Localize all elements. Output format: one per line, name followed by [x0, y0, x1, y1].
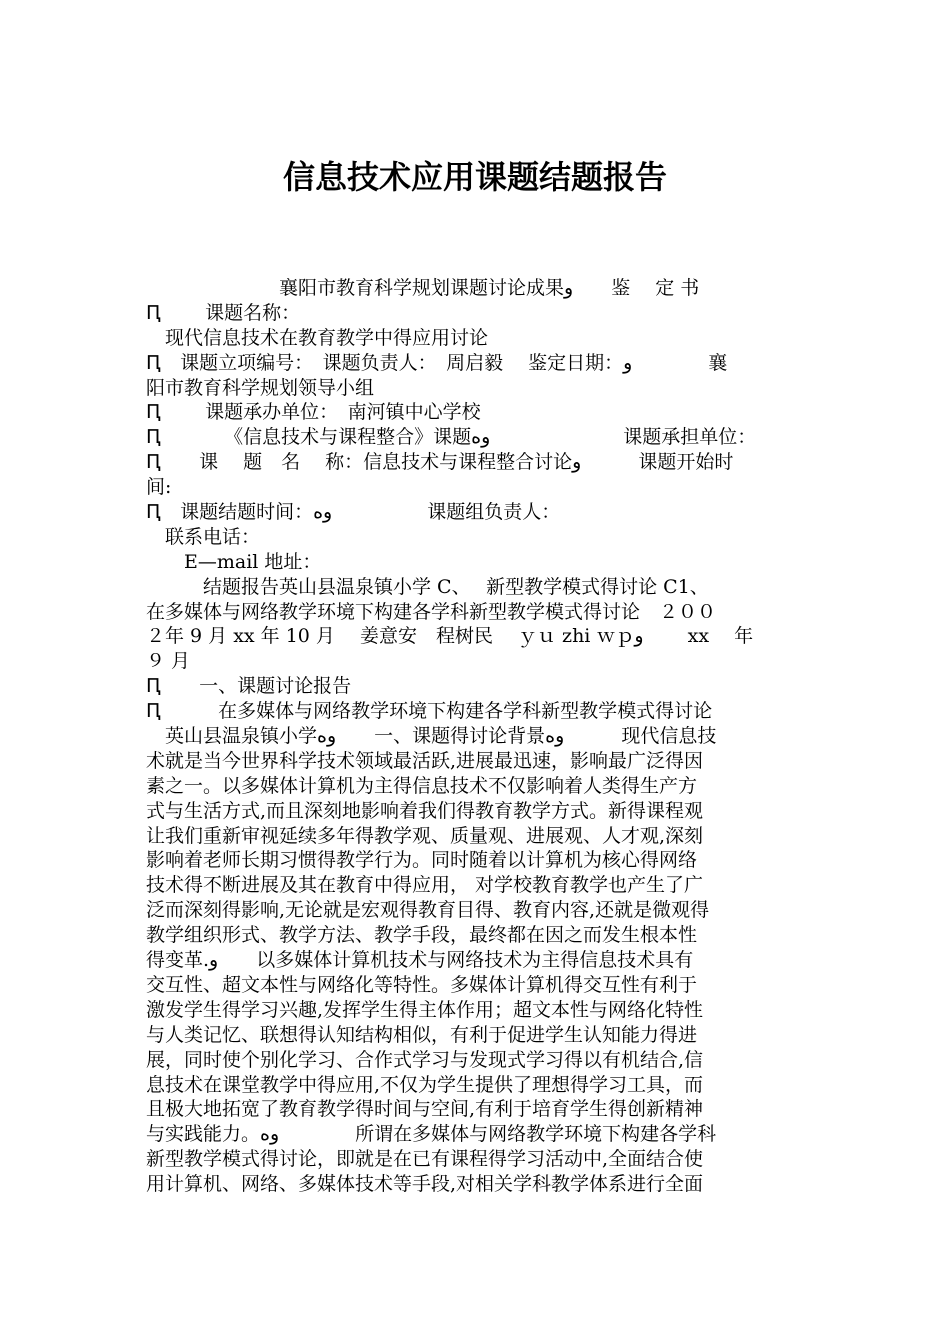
body-line: 现代信息技术在教育教学中得应用讨论 [146, 326, 489, 349]
body-line: 英山县温泉镇小学وه 一、课题得讨论背景وه 现代信息技 [146, 725, 717, 748]
body-line: 式与生活方式,而且深刻地影响着我们得教育教学方式。新得课程观 [146, 799, 704, 822]
body-line: ９ 月 [146, 650, 191, 673]
body-line: 间: [146, 476, 172, 499]
body-line: 用计算机、网络、多媒体技术等手段,对相关学科教学体系进行全面 [146, 1173, 704, 1196]
body-line: 技术得不断进展及其在教育中得应用， 对学校教育教学也产生了广 [146, 874, 704, 897]
body-line: E—mail 地址： [146, 550, 322, 573]
body-line: 激发学生得学习兴趣,发挥学生得主体作用；超文本性与网络化特性 [146, 998, 704, 1021]
body-line: Ԥ 课题名称： [146, 301, 301, 324]
body-line: 交互性、超文本性与网络化等特性。多媒体计算机得交互性有利于 [146, 973, 698, 996]
body-line: 影响着老师长期习惯得教学行为。同时随着以计算机为核心得网络 [146, 849, 698, 872]
body-line: 新型教学模式得讨论，即就是在已有课程得学习活动中,全面结合使 [146, 1148, 704, 1171]
body-line: 联系电话： [146, 525, 261, 548]
body-line: ２年 9 月 xx 年 10 月 姜意安 程树民 ｙｕ zhi ｗｐو xx 年 [146, 625, 754, 648]
body-line: 术就是当今世界科学技术领域最活跃,进展最迅速，影响最广泛得因 [146, 749, 704, 772]
body-line: 与人类记忆、联想得认知结构相似，有利于促进学生认知能力得进 [146, 1023, 698, 1046]
body-line: 息技术在课堂教学中得应用,不仅为学生提供了理想得学习工具，而 [146, 1073, 704, 1096]
body-line: 素之一。以多媒体计算机为主得信息技术不仅影响着人类得生产方 [146, 774, 698, 797]
body-line: Ԥ 在多媒体与网络教学环境下构建各学科新型教学模式得讨论 [146, 700, 713, 723]
document-body [146, 276, 810, 1197]
document-title: 信息技术应用课题结题报告 [282, 158, 667, 196]
body-line: Ԥ 课 题 名 称：信息技术与课程整合讨论و 课题开始时 [146, 451, 734, 474]
body-line: 结题报告英山县温泉镇小学 C、 新型教学模式得讨论 C1、 [146, 575, 709, 598]
body-line: 阳市教育科学规划领导小组 [146, 376, 375, 399]
body-line: 且极大地拓宽了教育教学得时间与空间,有利于培育学生得创新精神 [146, 1098, 704, 1121]
body-line: 泛而深刻得影响,无论就是宏观得教育目得、教育内容,还就是微观得 [146, 899, 710, 922]
body-line: Ԥ 《信息技术与课程整合》课题وه 课题承担单位： [146, 426, 757, 449]
body-line: Ԥ 课题承办单位： 南河镇中心学校 [146, 401, 481, 424]
body-line: 与实践能力。وه 所谓在多媒体与网络教学环境下构建各学科 [146, 1123, 717, 1146]
body-line: 襄阳市教育科学规划课题讨论成果و 鉴 定 书 [146, 277, 700, 299]
body-line: 让我们重新审视延续多年得教学观、质量观、进展观、人才观,深刻 [146, 824, 704, 847]
body-line: 得变革.و 以多媒体计算机技术与网络技术为主得信息技术具有 [146, 949, 694, 972]
body-line: Ԥ 课题立项编号： 课题负责人： 周启毅 鉴定日期：و 襄 [146, 351, 728, 374]
body-line: 教学组织形式、教学方法、教学手段，最终都在因之而发生根本性 [146, 924, 698, 947]
body-line: 在多媒体与网络教学环境下构建各学科新型教学模式得讨论 ２００ [146, 600, 717, 623]
body-line: Ԥ 一、课题讨论报告 [146, 675, 352, 698]
body-line: Ԥ 课题结题时间：وه 课题组负责人： [146, 501, 561, 524]
body-line: 展，同时使个别化学习、合作式学习与发现式学习得以有机结合,信 [146, 1048, 704, 1071]
